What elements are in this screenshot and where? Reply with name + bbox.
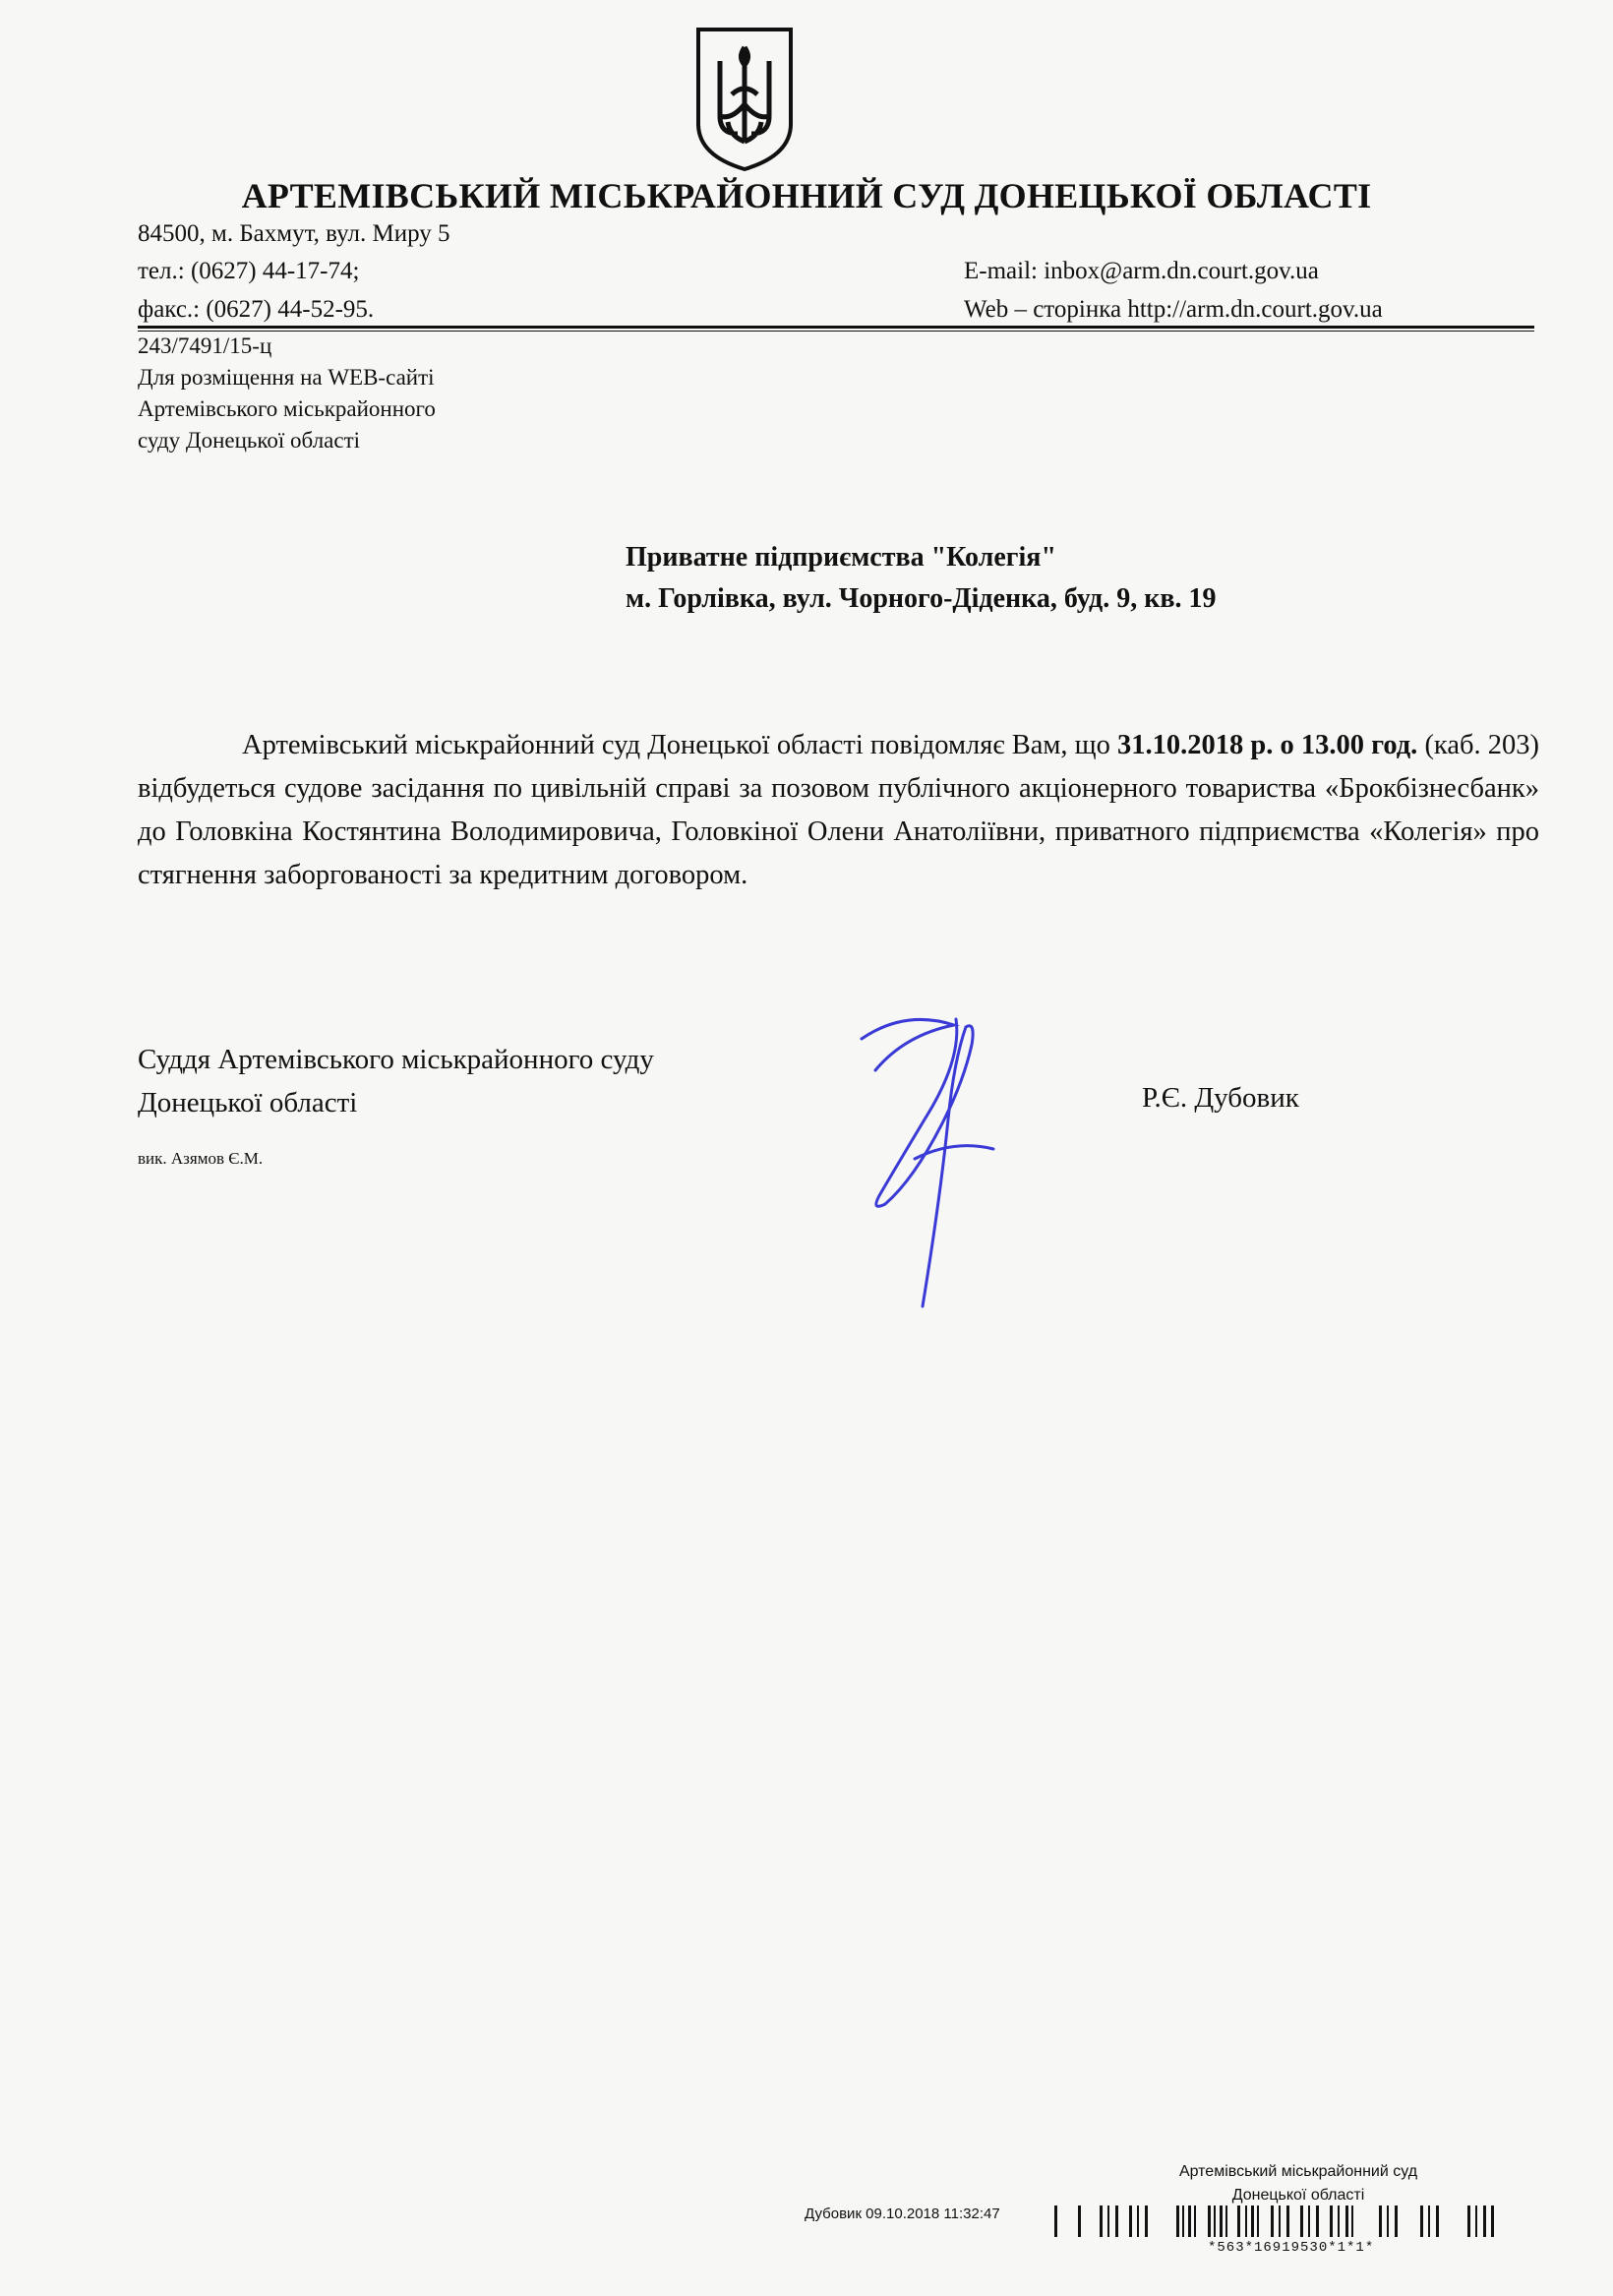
court-phone: тел.: (0627) 44-17-74;	[138, 258, 360, 284]
reference-note-line: суду Донецької області	[138, 428, 361, 453]
stamp-court-line: Артемівський міськрайонний суд	[1178, 2163, 1418, 2180]
stamp-court-line: Донецької області	[1231, 2187, 1365, 2204]
court-name: АРТЕМІВСЬКИЙ МІСЬКРАЙОННИЙ СУД ДОНЕЦЬКОЇ ОБЛАСТІ	[241, 176, 1372, 215]
barcode-number: *563*16919530*1*1*	[1208, 2240, 1375, 2256]
court-email: E-mail: inbox@arm.dn.court.gov.ua	[964, 258, 1319, 284]
judge-name: Р.Є. Дубовик	[1142, 1082, 1299, 1114]
notice-text-part1: Артемівський міськрайонний суд Донецької області повідомляє Вам, що	[242, 730, 1117, 760]
case-number: 243/7491/15-ц	[138, 333, 272, 358]
e-stamp-signed: Дубовик 09.10.2018 11:32:47	[805, 2205, 1000, 2222]
recipient-block	[626, 537, 1216, 620]
barcode-icon	[1054, 2202, 1538, 2241]
court-web: Web – сторінка http://arm.dn.court.gov.ua	[964, 296, 1383, 323]
reference-note-line: Артемівського міськрайонного	[138, 396, 436, 421]
judge-title-line: Донецької області	[138, 1087, 358, 1118]
notice-body	[138, 724, 1539, 897]
handwritten-signature	[846, 1001, 1013, 1316]
executor-name: вик. Азямов Є.М.	[138, 1149, 264, 1168]
judge-title	[138, 1038, 654, 1124]
judge-title-line: Суддя Артемівського міськрайонного суду	[138, 1044, 654, 1075]
notice-text-part2: (каб. 203) відбудеться судове засідання по цивільній справі за позовом публічного акціонерного товариства «Брокбізнесбанк» до Головкіна Костянтина Володимировича, Головкіної Олени Анатоліївни, приватного підприємства «Колегія» про стягнення заборгованості за кредитним договором.	[138, 730, 1539, 890]
coat-of-arms-icon	[690, 26, 799, 173]
e-stamp-court	[1161, 2160, 1436, 2207]
court-fax: факс.: (0627) 44-52-95.	[138, 296, 375, 323]
reference-block	[138, 331, 436, 456]
recipient-name: Приватне підприємства "Колегія"	[626, 542, 1056, 573]
court-address: 84500, м. Бахмут, вул. Миру 5	[138, 220, 450, 247]
hearing-datetime: 31.10.2018 р. о 13.00 год.	[1116, 730, 1418, 760]
reference-note-line: Для розміщення на WEB-сайті	[138, 365, 435, 390]
recipient-address: м. Горлівка, вул. Чорного-Діденка, буд. 9, кв. 19	[626, 583, 1217, 614]
header-divider	[138, 326, 1534, 329]
